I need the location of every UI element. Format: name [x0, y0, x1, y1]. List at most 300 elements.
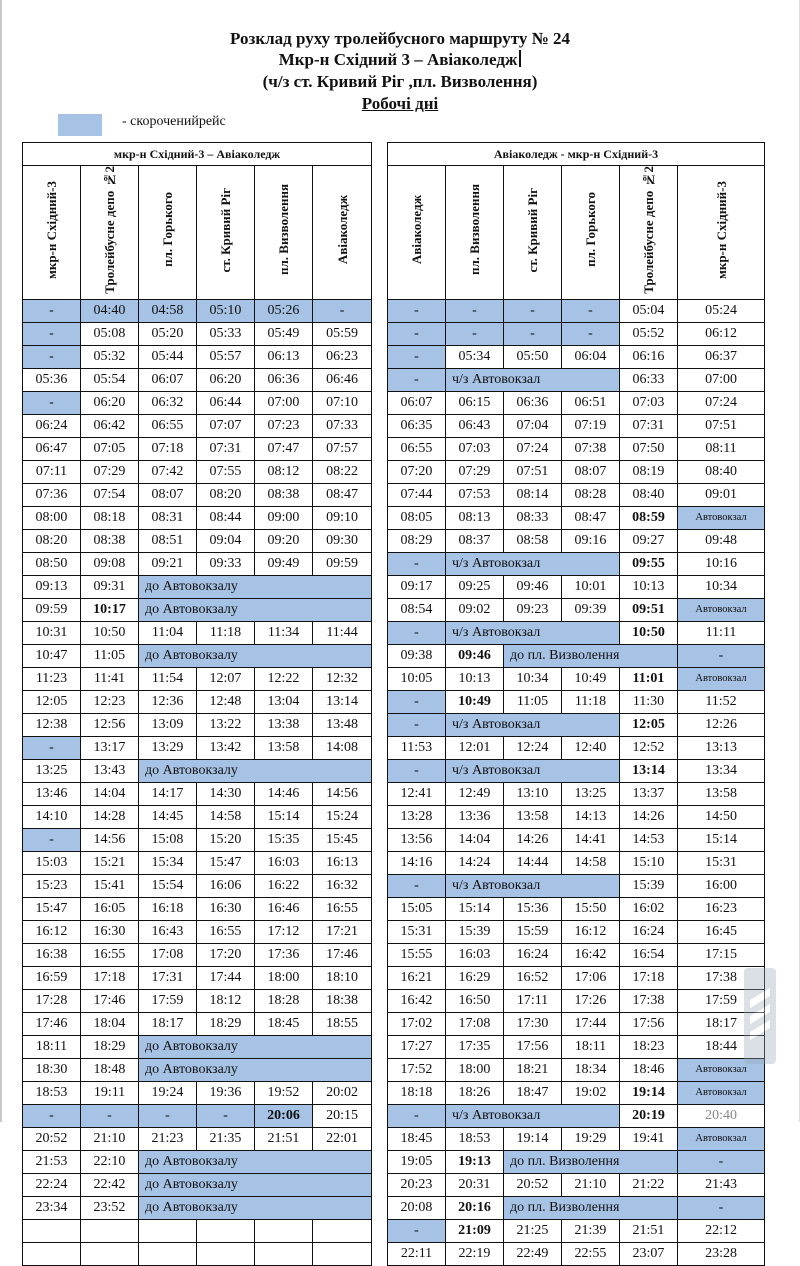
time-cell: 09:21 — [139, 552, 197, 575]
time-cell: 17:20 — [197, 943, 255, 966]
time-cell — [197, 1219, 255, 1242]
time-cell: 07:57 — [313, 437, 372, 460]
time-cell: 08:14 — [504, 483, 562, 506]
time-cell: 17:06 — [562, 966, 620, 989]
time-cell: 21:39 — [562, 1219, 620, 1242]
time-cell: 08:22 — [313, 460, 372, 483]
time-cell: 07:19 — [562, 414, 620, 437]
time-cell: 17:36 — [255, 943, 313, 966]
time-cell: 16:22 — [255, 874, 313, 897]
table-row — [388, 989, 765, 1012]
table-row — [23, 345, 372, 368]
time-cell: Автовокзал — [678, 598, 765, 621]
time-cell: 19:11 — [81, 1081, 139, 1104]
time-cell: 08:50 — [23, 552, 81, 575]
stop-header — [23, 166, 81, 300]
time-cell: 07:29 — [81, 460, 139, 483]
time-cell: 17:44 — [197, 966, 255, 989]
time-cell: 08:37 — [446, 529, 504, 552]
time-cell: 23:28 — [678, 1242, 765, 1265]
time-cell: 14:26 — [504, 828, 562, 851]
time-cell: 17:21 — [313, 920, 372, 943]
time-cell: 21:23 — [139, 1127, 197, 1150]
time-cell: 17:02 — [388, 1012, 446, 1035]
stop-header — [313, 166, 372, 300]
time-cell: 14:53 — [620, 828, 678, 851]
time-cell: 15:31 — [388, 920, 446, 943]
watermark-logo — [740, 960, 780, 1070]
time-cell: 07:38 — [562, 437, 620, 460]
time-cell: 22:24 — [23, 1173, 81, 1196]
time-cell: Автовокзал — [678, 1081, 765, 1104]
time-cell: 16:03 — [255, 851, 313, 874]
time-cell: 15:41 — [81, 874, 139, 897]
time-cell: 08:13 — [446, 506, 504, 529]
time-cell: 06:55 — [139, 414, 197, 437]
time-cell: 09:59 — [23, 598, 81, 621]
table-row — [388, 322, 765, 345]
table-row — [23, 460, 372, 483]
time-cell: 14:10 — [23, 805, 81, 828]
time-cell: 16:06 — [197, 874, 255, 897]
time-cell: 13:28 — [388, 805, 446, 828]
time-cell: 08:51 — [139, 529, 197, 552]
time-cell: 07:55 — [197, 460, 255, 483]
time-cell: 06:20 — [197, 368, 255, 391]
time-cell: 13:48 — [313, 713, 372, 736]
time-cell: 16:21 — [388, 966, 446, 989]
time-cell: 10:49 — [562, 667, 620, 690]
time-cell: 17:35 — [446, 1035, 504, 1058]
time-cell: 08:40 — [678, 460, 765, 483]
time-cell: 09:48 — [678, 529, 765, 552]
table-row — [388, 1173, 765, 1196]
time-cell: 13:38 — [255, 713, 313, 736]
time-cell: 07:11 — [23, 460, 81, 483]
time-cell: 12:24 — [504, 736, 562, 759]
stop-header — [388, 166, 446, 300]
time-cell: 17:18 — [620, 966, 678, 989]
time-cell: 15:47 — [197, 851, 255, 874]
table-row — [23, 1104, 372, 1127]
time-cell: 16:02 — [620, 897, 678, 920]
table-row — [23, 1242, 372, 1265]
time-cell: 13:25 — [23, 759, 81, 782]
table-row — [388, 1035, 765, 1058]
time-cell: 17:15 — [678, 943, 765, 966]
time-cell: 06:24 — [23, 414, 81, 437]
time-cell: 08:12 — [255, 460, 313, 483]
table-row — [388, 874, 765, 897]
table-row — [388, 1081, 765, 1104]
table-row — [23, 805, 372, 828]
time-cell: 07:20 — [388, 460, 446, 483]
time-cell: 10:34 — [678, 575, 765, 598]
time-cell: 20:52 — [23, 1127, 81, 1150]
time-cell: 14:13 — [562, 805, 620, 828]
legend-swatch — [58, 114, 102, 136]
time-cell: 18:00 — [446, 1058, 504, 1081]
table-row — [23, 391, 372, 414]
table-row — [388, 575, 765, 598]
time-cell: 23:34 — [23, 1196, 81, 1219]
time-cell: 16:18 — [139, 897, 197, 920]
time-cell: 07:00 — [255, 391, 313, 414]
title-line-2 — [0, 49, 800, 70]
time-cell: 17:30 — [504, 1012, 562, 1035]
direction-title: Авіаколедж - мкр-н Східний-3 — [388, 143, 765, 166]
time-cell: 16:55 — [197, 920, 255, 943]
time-cell: - — [678, 1150, 765, 1173]
time-cell: 19:02 — [562, 1081, 620, 1104]
table-row — [388, 805, 765, 828]
time-cell: Автовокзал — [678, 667, 765, 690]
time-cell: 11:05 — [81, 644, 139, 667]
stop-header — [197, 166, 255, 300]
time-cell: 22:12 — [678, 1219, 765, 1242]
time-cell: 15:20 — [197, 828, 255, 851]
time-cell: 08:00 — [23, 506, 81, 529]
time-cell: 12:05 — [23, 690, 81, 713]
table-row — [388, 1242, 765, 1265]
time-cell: 15:35 — [255, 828, 313, 851]
table-row — [388, 943, 765, 966]
stop-name: пл. Визволення — [276, 184, 291, 276]
stop-name: пл. Горького — [583, 192, 598, 268]
time-cell: 05:57 — [197, 345, 255, 368]
time-cell: 08:29 — [388, 529, 446, 552]
time-cell: 09:08 — [81, 552, 139, 575]
table-row — [388, 598, 765, 621]
time-cell: - — [23, 322, 81, 345]
time-cell: 16:05 — [81, 897, 139, 920]
time-cell: 19:14 — [620, 1081, 678, 1104]
time-cell: 15:24 — [313, 805, 372, 828]
time-cell: 20:15 — [313, 1104, 372, 1127]
time-cell: 09:46 — [504, 575, 562, 598]
time-cell: 08:44 — [197, 506, 255, 529]
time-cell: - — [23, 828, 81, 851]
time-cell: - — [562, 322, 620, 345]
table-row — [23, 414, 372, 437]
time-cell: 07:54 — [81, 483, 139, 506]
time-cell: 18:00 — [255, 966, 313, 989]
time-cell: 10:01 — [562, 575, 620, 598]
time-cell: - — [504, 322, 562, 345]
time-cell: 08:47 — [562, 506, 620, 529]
time-cell: 09:31 — [81, 575, 139, 598]
stop-header — [504, 166, 562, 300]
stop-name: Тролейбусне депо №2 — [102, 166, 117, 294]
time-cell: 08:38 — [255, 483, 313, 506]
time-cell: 14:50 — [678, 805, 765, 828]
table-row — [388, 1219, 765, 1242]
text-cursor — [519, 50, 521, 67]
time-cell: 18:34 — [562, 1058, 620, 1081]
time-cell: 04:40 — [81, 299, 139, 322]
time-cell: 22:55 — [562, 1242, 620, 1265]
time-cell: 09:59 — [313, 552, 372, 575]
time-cell: 13:29 — [139, 736, 197, 759]
table-row — [388, 897, 765, 920]
route-note-cell: до Автовокзалу — [139, 1035, 372, 1058]
table-row — [23, 483, 372, 506]
time-cell: 08:54 — [388, 598, 446, 621]
time-cell: 15:54 — [139, 874, 197, 897]
time-cell: 19:52 — [255, 1081, 313, 1104]
time-cell: 18:48 — [81, 1058, 139, 1081]
table-row — [23, 1173, 372, 1196]
time-cell: 10:50 — [620, 621, 678, 644]
time-cell: 18:26 — [446, 1081, 504, 1104]
time-cell: 16:32 — [313, 874, 372, 897]
time-cell: 23:52 — [81, 1196, 139, 1219]
title-line-1: Розклад руху тролейбусного маршруту № 24 — [230, 29, 570, 48]
time-cell: 15:45 — [313, 828, 372, 851]
left-direction-header — [23, 143, 372, 166]
time-cell — [255, 1219, 313, 1242]
table-row — [23, 552, 372, 575]
table-row — [23, 529, 372, 552]
time-cell: 14:41 — [562, 828, 620, 851]
time-cell: 10:47 — [23, 644, 81, 667]
time-cell: 10:13 — [446, 667, 504, 690]
time-cell: 14:24 — [446, 851, 504, 874]
time-cell: - — [388, 345, 446, 368]
time-cell: 13:42 — [197, 736, 255, 759]
time-cell: 20:52 — [504, 1173, 562, 1196]
time-cell: 09:27 — [620, 529, 678, 552]
time-cell: 14:30 — [197, 782, 255, 805]
time-cell: 18:11 — [23, 1035, 81, 1058]
time-cell: 11:52 — [678, 690, 765, 713]
time-cell: 11:23 — [23, 667, 81, 690]
time-cell: 17:56 — [620, 1012, 678, 1035]
time-cell: 12:01 — [446, 736, 504, 759]
time-cell: 09:39 — [562, 598, 620, 621]
route-note-cell: до Автовокзалу — [139, 1058, 372, 1081]
time-cell: 21:51 — [620, 1219, 678, 1242]
time-cell: 07:05 — [81, 437, 139, 460]
time-cell: 14:45 — [139, 805, 197, 828]
time-cell: 22:42 — [81, 1173, 139, 1196]
time-cell: 05:50 — [504, 345, 562, 368]
table-row — [388, 437, 765, 460]
time-cell: 08:20 — [23, 529, 81, 552]
time-cell: 10:17 — [81, 598, 139, 621]
time-cell: 06:44 — [197, 391, 255, 414]
legend-text: - скороченийрейс — [122, 114, 226, 129]
time-cell: - — [197, 1104, 255, 1127]
time-cell: 09:51 — [620, 598, 678, 621]
time-cell: 09:01 — [678, 483, 765, 506]
time-cell: 21:43 — [678, 1173, 765, 1196]
time-cell: 17:08 — [139, 943, 197, 966]
time-cell: 05:33 — [197, 322, 255, 345]
time-cell: 21:35 — [197, 1127, 255, 1150]
time-cell: 07:24 — [504, 437, 562, 460]
time-cell: 16:30 — [81, 920, 139, 943]
time-cell: 20:19 — [620, 1104, 678, 1127]
table-row — [23, 690, 372, 713]
time-cell: 18:47 — [504, 1081, 562, 1104]
title-route: Мкр-н Східний 3 – Авіаколедж — [278, 50, 518, 69]
time-cell: - — [388, 713, 446, 736]
time-cell: 22:11 — [388, 1242, 446, 1265]
route-note-cell: до Автовокзалу — [139, 759, 372, 782]
time-cell: 16:59 — [23, 966, 81, 989]
time-cell: 09:55 — [620, 552, 678, 575]
time-cell: 05:54 — [81, 368, 139, 391]
time-cell: 15:14 — [255, 805, 313, 828]
time-cell: 21:09 — [446, 1219, 504, 1242]
time-cell: 15:39 — [446, 920, 504, 943]
time-cell: - — [388, 299, 446, 322]
table-row — [23, 322, 372, 345]
table-row — [388, 345, 765, 368]
table-row — [388, 644, 765, 667]
stop-name: Тролейбусне депо №2 — [641, 166, 656, 294]
time-cell: 09:04 — [197, 529, 255, 552]
time-cell: 21:10 — [562, 1173, 620, 1196]
time-cell: Автовокзал — [678, 506, 765, 529]
time-cell: 07:33 — [313, 414, 372, 437]
time-cell: 19:14 — [504, 1127, 562, 1150]
time-cell: 18:53 — [23, 1081, 81, 1104]
timetable-right-body — [388, 143, 765, 1266]
time-cell: 16:30 — [197, 897, 255, 920]
time-cell: - — [139, 1104, 197, 1127]
time-cell: 16:24 — [620, 920, 678, 943]
time-cell: - — [678, 1196, 765, 1219]
time-cell: 19:29 — [562, 1127, 620, 1150]
time-cell: - — [388, 690, 446, 713]
time-cell: 14:58 — [197, 805, 255, 828]
time-cell: 18:44 — [678, 1035, 765, 1058]
time-cell: - — [678, 644, 765, 667]
stop-name: мкр-н Східний-3 — [713, 180, 729, 279]
time-cell: 08:58 — [504, 529, 562, 552]
table-row — [23, 1150, 372, 1173]
time-cell: 06:04 — [562, 345, 620, 368]
time-cell: 16:54 — [620, 943, 678, 966]
time-cell: 08:18 — [81, 506, 139, 529]
time-cell: 20:23 — [388, 1173, 446, 1196]
table-row — [388, 920, 765, 943]
time-cell: 15:59 — [504, 920, 562, 943]
timetable-left-body — [23, 143, 372, 1266]
time-cell: 06:55 — [388, 437, 446, 460]
time-cell: 05:32 — [81, 345, 139, 368]
time-cell: 11:18 — [562, 690, 620, 713]
time-cell: 19:24 — [139, 1081, 197, 1104]
time-cell: 06:32 — [139, 391, 197, 414]
time-cell: 07:44 — [388, 483, 446, 506]
stop-header — [446, 166, 504, 300]
time-cell: 10:49 — [446, 690, 504, 713]
time-cell: 06:12 — [678, 322, 765, 345]
time-cell: 20:31 — [446, 1173, 504, 1196]
time-cell: 13:34 — [678, 759, 765, 782]
table-row — [388, 1150, 765, 1173]
time-cell: 16:29 — [446, 966, 504, 989]
time-cell: 11:04 — [139, 621, 197, 644]
time-cell: 14:08 — [313, 736, 372, 759]
time-cell: 12:40 — [562, 736, 620, 759]
right-stop-headers — [388, 166, 765, 300]
time-cell: 14:04 — [446, 828, 504, 851]
table-row — [23, 575, 372, 598]
time-cell: 13:10 — [504, 782, 562, 805]
time-cell: 12:38 — [23, 713, 81, 736]
time-cell: 15:50 — [562, 897, 620, 920]
time-cell: 16:24 — [504, 943, 562, 966]
time-cell: 09:38 — [388, 644, 446, 667]
time-cell: 13:13 — [678, 736, 765, 759]
time-cell: 15:03 — [23, 851, 81, 874]
time-cell — [197, 1242, 255, 1265]
time-cell: - — [23, 736, 81, 759]
table-row — [23, 736, 372, 759]
time-cell — [81, 1242, 139, 1265]
table-row — [388, 391, 765, 414]
title-line-3: (ч/з ст. Кривий Ріг ,пл. Визволення) — [262, 72, 538, 91]
time-cell: 09:23 — [504, 598, 562, 621]
table-row — [388, 1104, 765, 1127]
time-cell: 12:41 — [388, 782, 446, 805]
time-cell: 06:16 — [620, 345, 678, 368]
time-cell: 16:50 — [446, 989, 504, 1012]
route-note-cell: до пл. Визволення — [504, 1150, 678, 1173]
route-note-cell: ч/з Автовокзал — [446, 759, 620, 782]
time-cell: 11:30 — [620, 690, 678, 713]
time-cell: 06:07 — [139, 368, 197, 391]
time-cell: 10:34 — [504, 667, 562, 690]
time-cell: 13:14 — [620, 759, 678, 782]
time-cell: - — [23, 391, 81, 414]
time-cell: 06:46 — [313, 368, 372, 391]
time-cell: - — [23, 1104, 81, 1127]
time-cell: 21:10 — [81, 1127, 139, 1150]
time-cell: 18:45 — [388, 1127, 446, 1150]
time-cell: 20:16 — [446, 1196, 504, 1219]
time-cell: - — [388, 1104, 446, 1127]
time-cell: 16:03 — [446, 943, 504, 966]
route-note-cell: до Автовокзалу — [139, 1196, 372, 1219]
time-cell — [313, 1242, 372, 1265]
time-cell: 22:10 — [81, 1150, 139, 1173]
table-row — [23, 1035, 372, 1058]
time-cell: 05:20 — [139, 322, 197, 345]
time-cell: 11:54 — [139, 667, 197, 690]
time-cell: 08:47 — [313, 483, 372, 506]
time-cell: 07:50 — [620, 437, 678, 460]
time-cell: 07:23 — [255, 414, 313, 437]
time-cell: 07:47 — [255, 437, 313, 460]
time-cell: 09:33 — [197, 552, 255, 575]
timetable-right — [387, 142, 765, 1266]
time-cell: 05:04 — [620, 299, 678, 322]
table-row — [388, 1127, 765, 1150]
time-cell: - — [388, 874, 446, 897]
route-note-cell: ч/з Автовокзал — [446, 552, 620, 575]
time-cell: 14:44 — [504, 851, 562, 874]
time-cell: 13:46 — [23, 782, 81, 805]
time-cell: - — [446, 322, 504, 345]
stop-name: пл. Горького — [160, 192, 175, 268]
time-cell: 14:56 — [313, 782, 372, 805]
time-cell: 21:53 — [23, 1150, 81, 1173]
